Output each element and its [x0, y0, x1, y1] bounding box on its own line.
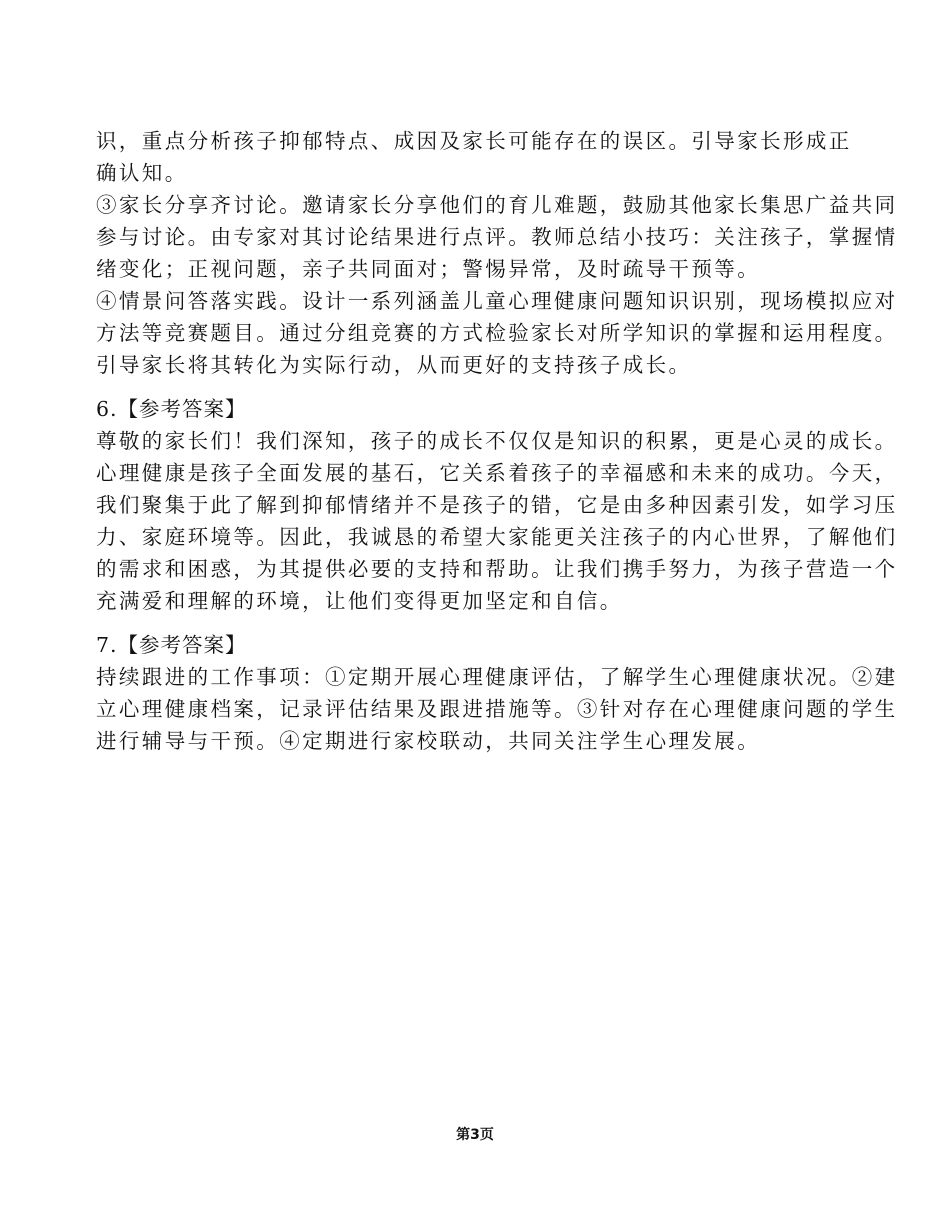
text-line: 尊敬的家长们！我们深知，孩子的成长不仅仅是知识的积累，更是心灵的成长。 — [96, 429, 898, 453]
answer-7-section — [96, 629, 898, 757]
continuation-paragraph — [96, 125, 864, 189]
text-line: 我们聚集于此了解到抑郁情绪并不是孩子的错，它是由多种因素引发，如学习压 — [96, 493, 898, 517]
document-body — [96, 125, 898, 757]
text-line: 力、家庭环境等。因此，我诚恳的希望大家能更关注孩子的内心世界，了解他们 — [96, 525, 898, 549]
text-line: 识，重点分析孩子抑郁特点、成因及家长可能存在的误区。引导家长形成正 — [96, 129, 852, 153]
text-line: ④情景问答落实践。设计一系列涵盖儿童心理健康问题知识识别，现场模拟应对 — [96, 289, 898, 313]
text-line: 参与讨论。由专家对其讨论结果进行点评。教师总结小技巧：关注孩子，掌握情 — [96, 225, 898, 249]
text-line: 的需求和困惑，为其提供必要的支持和帮助。让我们携手努力，为孩子营造一个 — [96, 557, 898, 581]
text-line: 引导家长将其转化为实际行动，从而更好的支持孩子成长。 — [96, 353, 692, 377]
page-number: 第3页 — [456, 1127, 494, 1143]
item-3-paragraph — [96, 189, 898, 285]
text-line: 进行辅导与干预。④定期进行家校联动，共同关注学生心理发展。 — [96, 729, 761, 753]
text-line: 立心理健康档案，记录评估结果及跟进措施等。③针对存在心理健康问题的学生 — [96, 697, 898, 721]
text-line: 充满爱和理解的环境，让他们变得更加坚定和自信。 — [96, 589, 623, 613]
text-line: 确认知。 — [96, 161, 188, 185]
text-line: ③家长分享齐讨论。邀请家长分享他们的育儿难题，鼓励其他家长集思广益共同 — [96, 193, 898, 217]
answer-7-heading: 7.【参考答案】 — [96, 633, 247, 657]
text-line: 心理健康是孩子全面发展的基石，它关系着孩子的幸福感和未来的成功。今天， — [96, 461, 898, 485]
item-4-paragraph — [96, 285, 898, 381]
text-line: 绪变化；正视问题，亲子共同面对；警惕异常，及时疏导干预等。 — [96, 257, 761, 281]
answer-6-heading: 6.【参考答案】 — [96, 397, 247, 421]
text-line: 持续跟进的工作事项：①定期开展心理健康评估，了解学生心理健康状况。②建 — [96, 665, 898, 689]
answer-6-section — [96, 393, 898, 617]
text-line: 方法等竞赛题目。通过分组竞赛的方式检验家长对所学知识的掌握和运用程度。 — [96, 321, 898, 345]
